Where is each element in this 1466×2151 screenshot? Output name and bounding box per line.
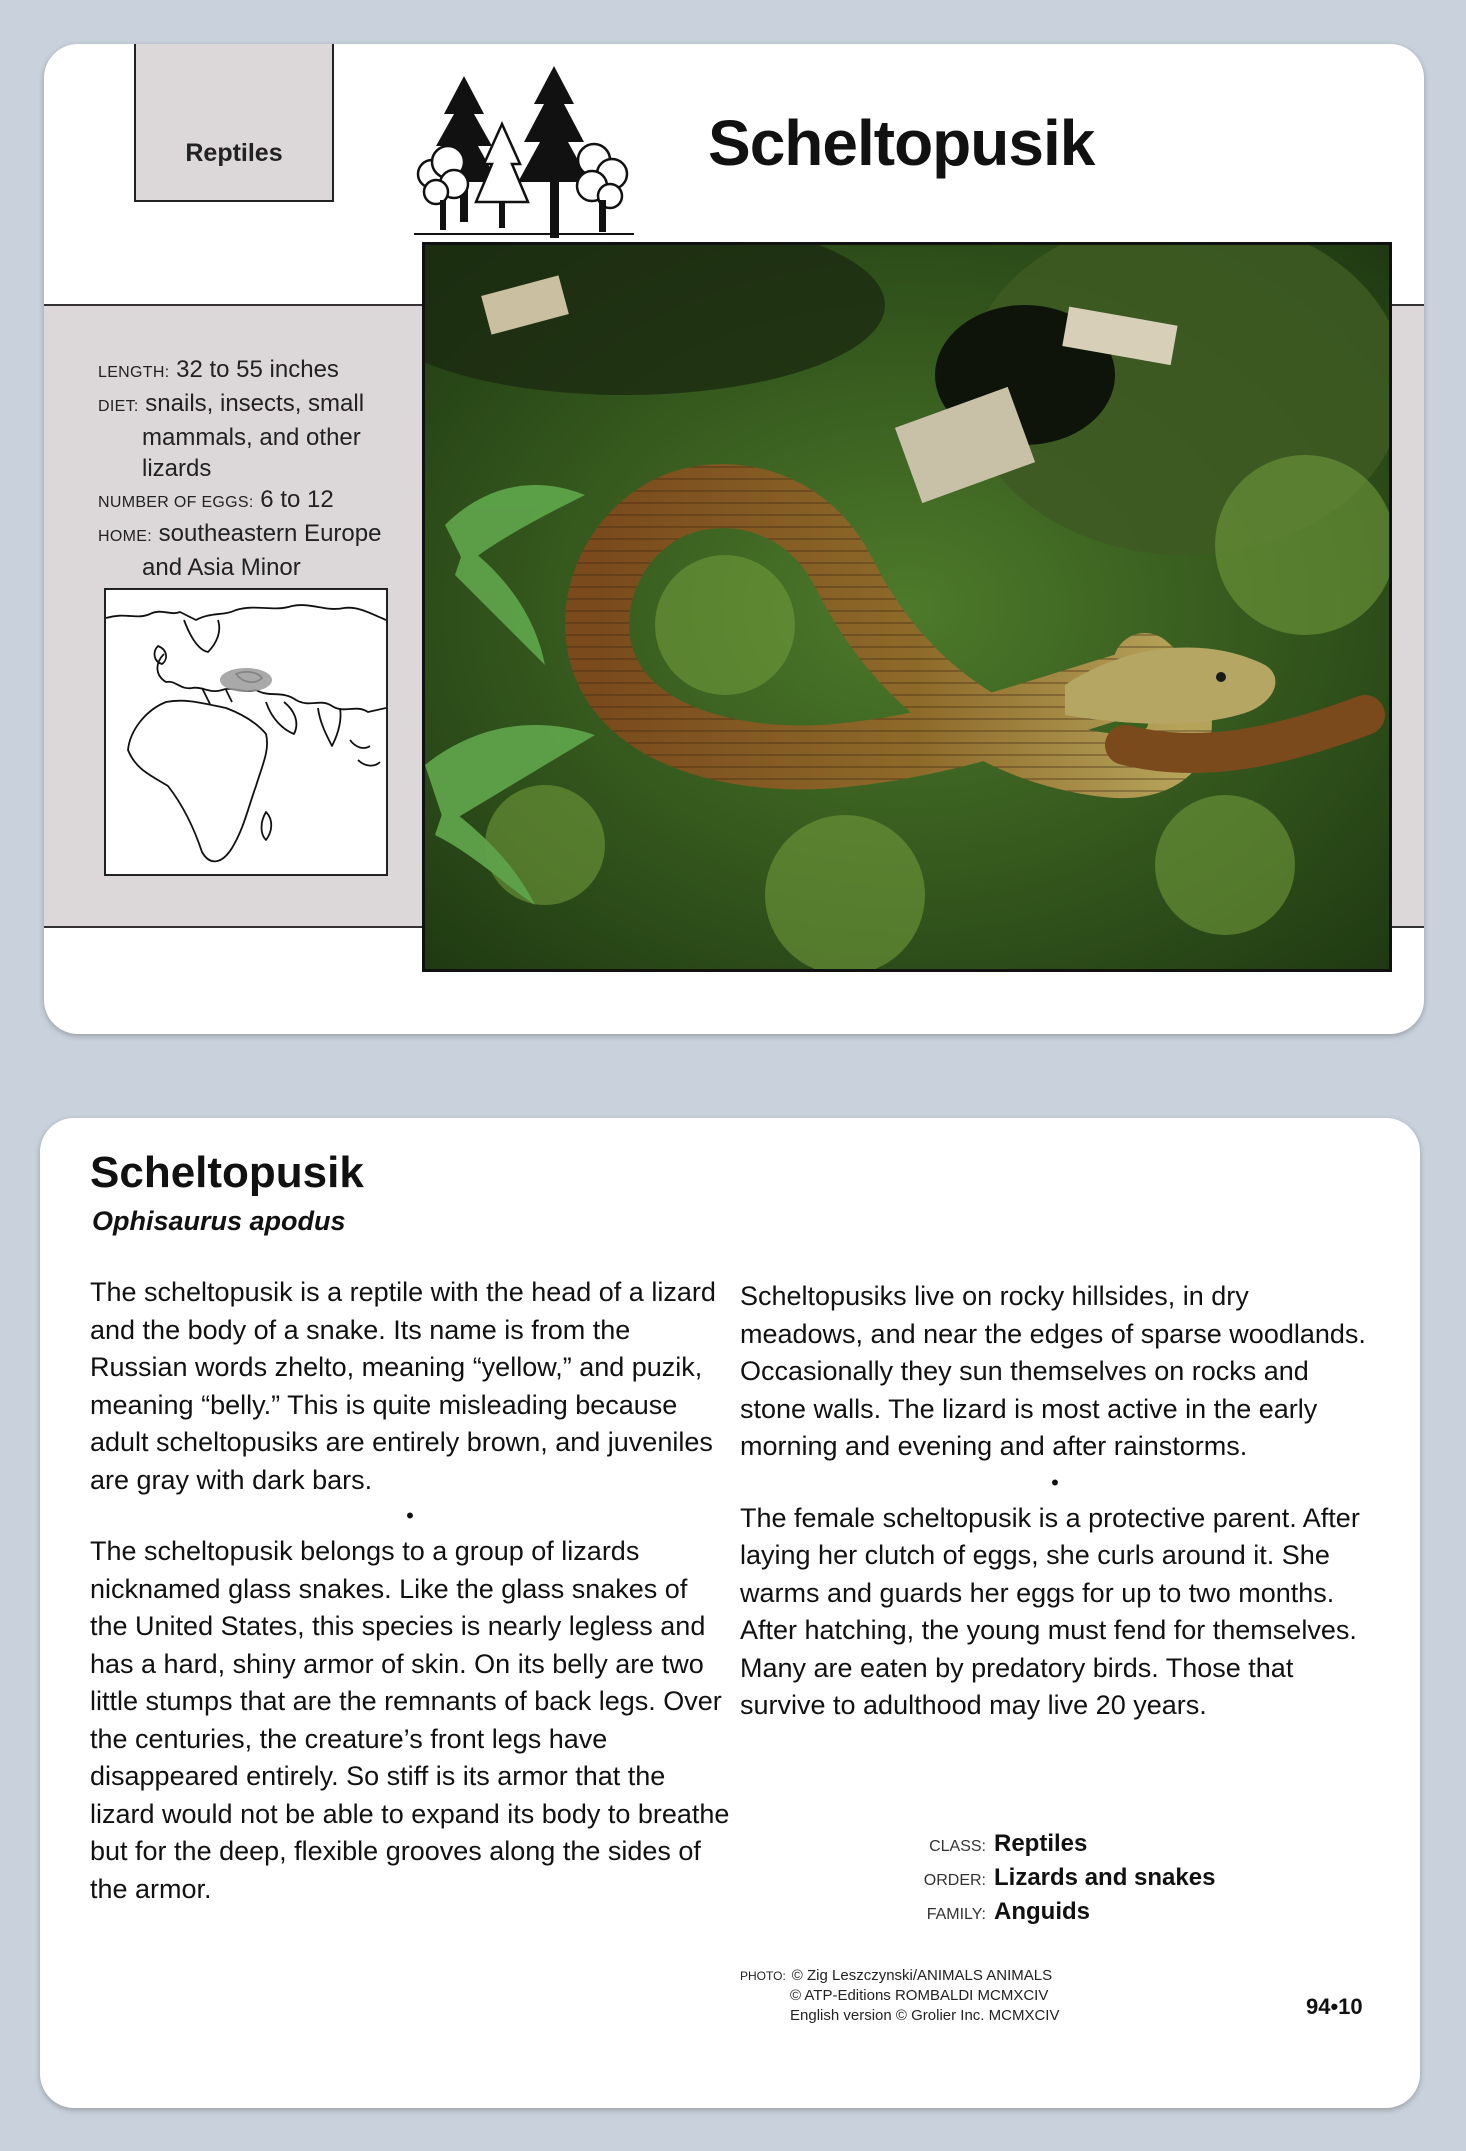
taxonomy-value: Lizards and snakes [994, 1864, 1216, 1891]
front-title: Scheltopusik [708, 107, 1095, 179]
fact-value: 6 to 12 [260, 486, 334, 513]
fact-diet [98, 388, 418, 484]
taxonomy-value: Anguids [994, 1898, 1090, 1925]
taxonomy-class [910, 1828, 1215, 1862]
fact-label: HOME: [98, 528, 152, 545]
paragraph: The scheltopusik belongs to a group of lizards nicknamed glass snakes. Like the glass snakes of the United States, this species is nearly legless and has a hard, shiny armor of skin. On its belly are two little stumps that are the remnants of back legs. Over the centuries, the creature’s front legs have disappeared entirely. So stiff is its armor that the lizard would not be able to expand its body to breathe but for the deep, flexible grooves along the sides of the armor. [90, 1536, 730, 1904]
back-title: Scheltopusik [90, 1148, 364, 1197]
credit-text: © Zig Leszczynski/ANIMALS ANIMALS [791, 1967, 1053, 1984]
category-box [134, 44, 334, 202]
category-label: Reptiles [185, 138, 283, 167]
range-map [104, 588, 388, 876]
facts-list [98, 354, 418, 583]
paragraph: Scheltopusiks live on rocky hillsides, in dry meadows, and near the edges of sparse woodlands. Occasionally they sun themselves on rocks and stone walls. The lizard is most active in the early morning and evening and after rainstorms. [740, 1281, 1366, 1461]
fact-label: DIET: [98, 398, 139, 415]
fact-length [98, 354, 418, 388]
photo-credits [740, 1966, 1059, 2026]
fact-value: 32 to 55 inches [176, 356, 339, 383]
fact-eggs [98, 484, 418, 518]
card-number: 94•10 [1306, 1994, 1363, 2019]
credit-line-3: English version © Grolier Inc. MCMXCIV [790, 2007, 1060, 2024]
taxonomy-block [910, 1828, 1215, 1930]
taxonomy-label: ORDER: [923, 1872, 986, 1889]
scientific-name: Ophisaurus apodus [92, 1206, 346, 1236]
world-map-icon [106, 590, 386, 874]
scheltopusik-photo-illustration [425, 245, 1389, 969]
taxonomy-family [910, 1896, 1215, 1930]
card-front [44, 44, 1424, 1034]
text-column-left [90, 1274, 730, 1908]
fact-value: snails, insects, small mammals, and other lizards [142, 390, 365, 482]
taxonomy-order [910, 1862, 1215, 1896]
fact-label: LENGTH: [98, 364, 170, 381]
credit-line-2: © ATP-Editions ROMBALDI MCMXCIV [790, 1987, 1049, 2004]
taxonomy-label: CLASS: [929, 1838, 986, 1855]
card-back [40, 1118, 1420, 2108]
fact-home [98, 518, 418, 583]
forest-trees-icon [414, 64, 634, 244]
taxonomy-label: FAMILY: [926, 1906, 986, 1923]
paragraph: The female scheltopusik is a protective parent. After laying her clutch of eggs, she curls around it. She warms and guards her eggs for up to two months. After hatching, the young must fend for themselves. Many are eaten by predatory birds. Those that survive to adulthood may live 20 years. [740, 1502, 1360, 1720]
fact-label: NUMBER OF EGGS: [98, 494, 254, 511]
taxonomy-value: Reptiles [994, 1830, 1088, 1857]
paragraph: The scheltopusik is a reptile with the head of a lizard and the body of a snake. Its name is from the Russian words zhelto, meaning “yellow,” and puzik, meaning “belly.” This is quite misleading because adult scheltopusiks are entirely brown, and juveniles are gray with dark bars. [90, 1277, 716, 1495]
bullet-separator: • [1051, 1469, 1059, 1495]
photo-label: PHOTO: [740, 1969, 786, 1983]
bullet-separator: • [406, 1503, 414, 1528]
text-column-right [740, 1278, 1370, 1725]
scheltopusik-photo [422, 242, 1392, 972]
credit-line-1 [740, 1966, 1059, 1986]
fact-value: southeastern Europe and Asia Minor [142, 520, 382, 581]
